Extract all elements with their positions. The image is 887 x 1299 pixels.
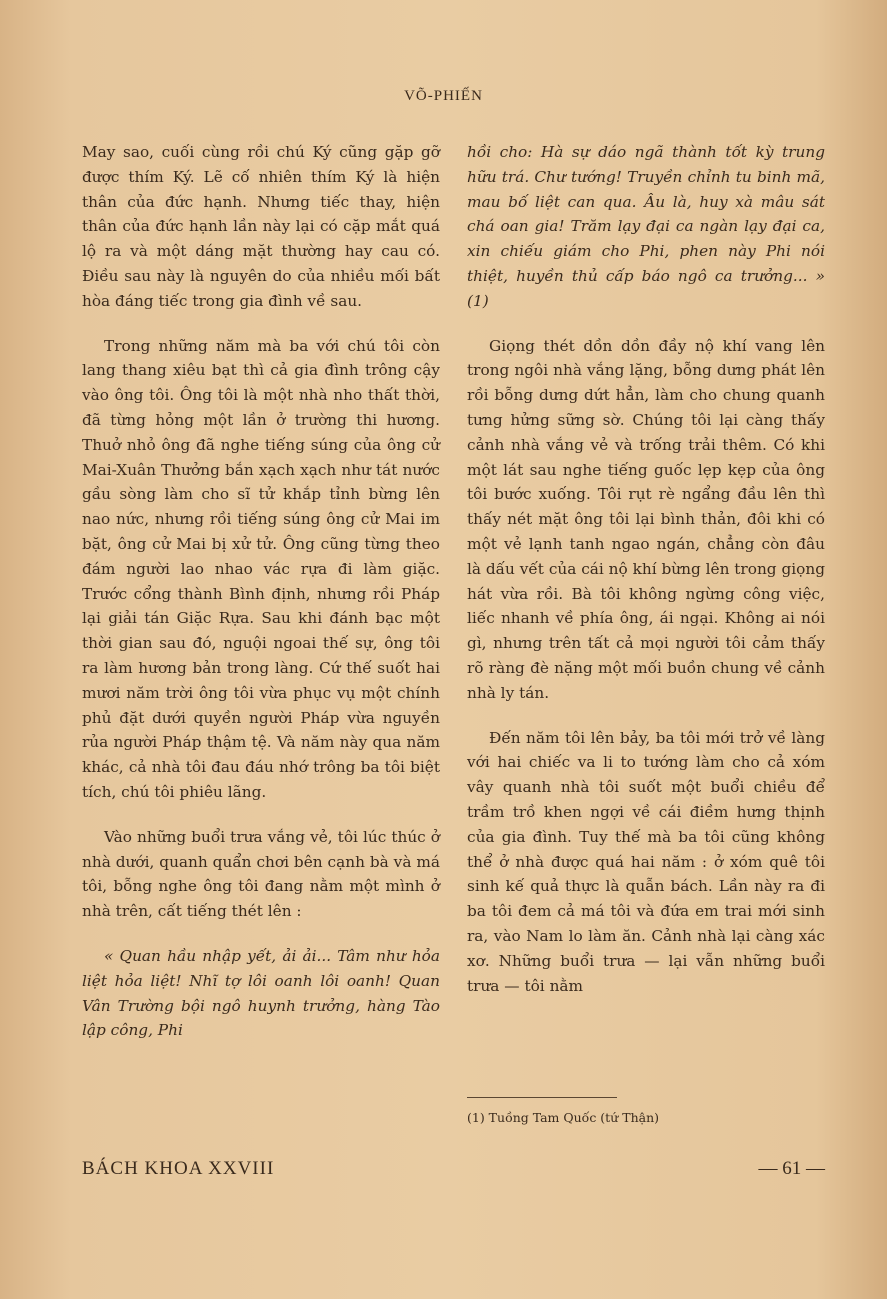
- paragraph: May sao, cuối cùng rồi chú Ký cũng gặp gỡ được thím Ký. Lẽ cố nhiên thím Ký là hiện thân của đức hạnh. Nhưng tiếc thay, hiện thân của đức hạnh lần này lại có cặp mắt quá lộ ra và một dáng mặt thường hay cau có. Điều sau này là nguyên do của nhiều mối bất hòa đáng tiếc trong gia đình về sau.: [82, 143, 440, 310]
- left-column: [82, 140, 440, 1063]
- paragraph: Đến năm tôi lên bảy, ba tôi mới trở về làng với hai chiếc va li to tướng làm cho cả xóm vây quanh nhà tôi suốt một buổi chiều để trầm trồ khen ngợi về cái điềm hưng thịnh của gia đình. Tuy thế mà ba tôi cũng không thể ở nhà được quá hai năm : ở xóm quê tôi sinh kế quả thực là quẫn bách. Lần này ra đi ba tôi đem cả má tôi và đứa em trai mới sinh ra, vào Nam lo làm ăn. Cảnh nhà lại càng xác xơ. Những buổi trưa — lại vẫn những buổi trưa — tôi nằm: [467, 728, 825, 995]
- footnote-divider: [467, 1097, 617, 1098]
- quote-continuation: hồi cho: Hà sự dáo ngã thành tốt kỳ trung hữu trá. Chư tướng! Truyền chỉnh tu binh mã, mau bố liệt can qua. Âu là, huy xà mâu sát chá oan gia! Trăm lạy đại ca ngàn lạy đại ca, xin chiếu giám cho Phi, phen này Phi nói thiệt, huyền thủ cấp báo ngô ca trưởng... » (1): [467, 143, 825, 310]
- paragraph: Trong những năm mà ba với chú tôi còn lang thang xiêu bạt thì cả gia đình trông cậy vào ông tôi. Ông tôi là một nhà nho thất thời, đã từng hỏng một lần ở trường thi hương. Thuở nhỏ ông đã nghe tiếng súng của ông cử Mai-Xuân Thưởng bắn xạch xạch như tát nước gầu sòng làm cho sĩ tử khắp tỉnh bừng lên nao nức, nhưng rồi tiếng súng ông cử Mai im bặt, ông cử Mai bị xử tử. Ông cũng từng theo đám người lao nhao vác rựa đi làm giặc. Trước cổng thành Bình định, nhưng rồi Pháp lại giải tán Giặc Rựa. Sau khi đánh bạc một thời gian sau đó, nguội ngoai thế sự, ông tôi ra làm hương bản trong làng. Cứ thế suốt hai mươi năm trời ông tôi vừa phục vụ một chính phủ đặt dưới quyền người Pháp vừa nguyền rủa người Pháp thậm tệ. Và năm này qua năm khác, cả nhà tôi đau đáu nhớ trông ba tôi biệt tích, chú tôi phiêu lãng.: [82, 336, 440, 801]
- journal-footer: BÁCH KHOA XXVIII: [82, 1158, 275, 1179]
- paragraph: Giọng thét dồn dồn đầy nộ khí vang lên trong ngôi nhà vắng lặng, bỗng dưng phát lên rồi bỗng dưng dứt hẳn, làm cho chung quanh tưng hửng sững sờ. Chúng tôi lại càng thấy cảnh nhà vắng vẻ và trống trải thêm. Có khi một lát sau nghe tiếng guốc lẹp kẹp của ông tôi bước xuống. Tôi rụt rè ngẩng đầu lên thì thấy nét mặt ông tôi lại bình thản, đôi khi có một vẻ lạnh tanh ngao ngán, chẳng còn đâu là dấu vết của cái nộ khí bừng lên trong giọng hát vừa rồi. Bà tôi không ngừng công việc, liếc nhanh về phía ông, ái ngại. Không ai nói gì, nhưng trên tất cả mọi người tôi cảm thấy rõ ràng đè nặng một mối buồn chung về cảnh nhà ly tán.: [467, 336, 825, 702]
- running-header: VÕ-PHIẾN: [404, 88, 483, 104]
- paragraph: Vào những buổi trưa vắng vẻ, tôi lúc thúc ở nhà dưới, quanh quẩn chơi bên cạnh bà và má tôi, bỗng nghe ông tôi đang nằm một mình ở nhà trên, cất tiếng thét lên :: [82, 827, 440, 921]
- page-number: — 61 —: [758, 1158, 825, 1179]
- right-column: [467, 140, 825, 1018]
- footnote: (1) Tuồng Tam Quốc (tứ Thận): [467, 1110, 659, 1125]
- quote-paragraph: « Quan hầu nhập yết, ải ải... Tâm như hỏa liệt hỏa liệt! Nhĩ tợ lôi oanh lôi oanh! Quan Vân Trường bội ngô huynh trưởng, hàng Tào lập công, Phi: [82, 946, 440, 1040]
